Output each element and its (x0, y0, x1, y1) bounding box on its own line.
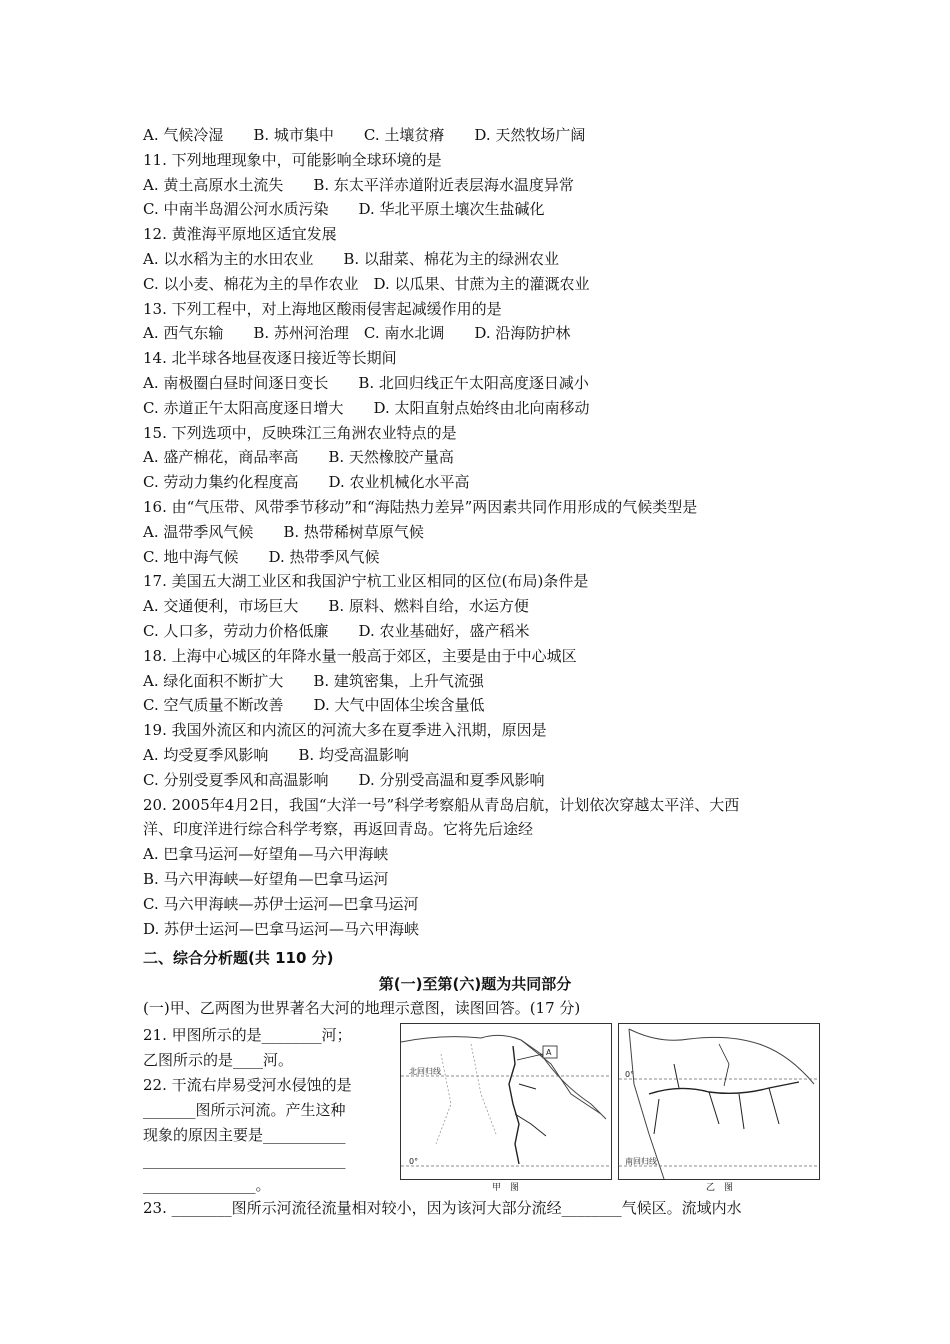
question-line: 15. 下列选项中，反映珠江三角洲农业特点的是 (143, 423, 457, 442)
question-line: A. 绿化面积不断扩大 B. 建筑密集，上升气流强 (143, 671, 484, 690)
question-line: A. 交通便利，市场巨大 B. 原料、燃料自给，水运方便 (143, 597, 529, 616)
question-23: 23. ________图所示河流径流量相对较小，因为该河大部分流经________气候区。流域内水 (143, 1199, 742, 1217)
question-line: A. 西气东输 B. 苏州河治理 C. 南水北调 D. 沿海防护林 (143, 324, 571, 343)
question-line: 洋、印度洋进行综合科学考察，再返回青岛。它将先后途经 (143, 820, 534, 839)
question-line: 13. 下列工程中，对上海地区酸雨侵害起减缓作用的是 (143, 299, 502, 318)
section-title: 二、综合分析题(共 110 分) (143, 949, 334, 967)
question-21-line-2: 乙图所示的是____河。 (143, 1051, 294, 1069)
question-line: B. 马六甲海峡—好望角—巴拿马运河 (143, 870, 389, 888)
map-jia-equator-label: 0° (409, 1157, 419, 1166)
question-line: 16. 由“气压带、风带季节移动”和“海陆热力差异”两因素共同作用形成的气候类型是 (143, 498, 698, 516)
question-22-line-5: _______________。 (143, 1176, 271, 1194)
map-jia-tropic-label: 北回归线 (409, 1067, 441, 1076)
map-jia (400, 1023, 612, 1180)
question-line: 20. 2005年4月2日，我国“大洋一号”科学考察船从青岛启航，计划依次穿越太平洋、大西 (143, 795, 740, 814)
question-line: A. 均受夏季风影响 B. 均受高温影响 (143, 746, 409, 764)
question-line: A. 温带季风气候 B. 热带稀树草原气候 (143, 522, 424, 541)
question-line: A. 以水稻为主的水田农业 B. 以甜菜、棉花为主的绿洲农业 (143, 250, 559, 268)
question-line: C. 中南半岛湄公河水质污染 D. 华北平原土壤次生盐碱化 (143, 200, 545, 219)
question-line: C. 马六甲海峡—苏伊士运河—巴拿马运河 (143, 894, 419, 913)
question-line: C. 以小麦、棉花为主的旱作农业 D. 以瓜果、甘蔗为主的灌溉农业 (143, 274, 590, 293)
map-jia-drawing (401, 1024, 611, 1179)
question-line: C. 地中海气候 D. 热带季风气候 (143, 547, 380, 566)
map-yi-equator-label: 0° (625, 1070, 635, 1079)
question-line: A. 南极圈白昼时间逐日变长 B. 北回归线正午太阳高度逐日减小 (143, 374, 589, 392)
question-21-line-1: 21. 甲图所示的是________河； (143, 1026, 352, 1044)
question-line: A. 盛产棉花，商品率高 B. 天然橡胶产量高 (143, 448, 454, 467)
question-line: A. 黄土高原水土流失 B. 东太平洋赤道附近表层海水温度异常 (143, 175, 574, 194)
question-line: 12. 黄淮海平原地区适宜发展 (143, 225, 337, 244)
map-yi-caption: 乙 图 (706, 1183, 734, 1193)
question-line: C. 分别受夏季风和高温影响 D. 分别受高温和夏季风影响 (143, 770, 545, 789)
map-jia-caption: 甲 图 (492, 1183, 520, 1193)
question-line: A. 巴拿马运河—好望角—马六甲海峡 (143, 845, 389, 864)
question-22-line-4: ___________________________ (143, 1151, 346, 1169)
common-part-title: 第(一)至第(六)题为共同部分 (378, 975, 572, 993)
intro-text: (一)甲、乙两图为世界著名大河的地理示意图，读图回答。(17 分) (143, 999, 581, 1017)
map-yi-tropic-label: 南回归线 (625, 1157, 657, 1166)
map-yi (618, 1023, 820, 1180)
question-22-line-2: _______图所示河流。产生这种 (143, 1101, 346, 1119)
map-yi-drawing (619, 1024, 819, 1179)
question-line: 19. 我国外流区和内流区的河流大多在夏季进入汛期，原因是 (143, 721, 547, 740)
question-line: D. 苏伊士运河—巴拿马运河—马六甲海峡 (143, 919, 420, 938)
question-line: 11. 下列地理现象中，可能影响全球环境的是 (143, 150, 442, 169)
question-line: C. 劳动力集约化程度高 D. 农业机械化水平高 (143, 473, 470, 492)
question-line: 17. 美国五大湖工业区和我国沪宁杭工业区相同的区位(布局)条件是 (143, 572, 589, 591)
question-line: C. 空气质量不断改善 D. 大气中固体尘埃含量低 (143, 696, 485, 715)
question-line: 18. 上海中心城区的年降水量一般高于郊区，主要是由于中心城区 (143, 646, 577, 665)
question-22-line-1: 22. 干流右岸易受河水侵蚀的是 (143, 1076, 352, 1094)
map-jia-marker-a: A (546, 1048, 552, 1057)
question-line: A. 气候冷湿 B. 城市集中 C. 土壤贫瘠 D. 天然牧场广阔 (143, 126, 586, 144)
question-line: C. 赤道正午太阳高度逐日增大 D. 太阳直射点始终由北向南移动 (143, 398, 590, 417)
question-line: C. 人口多，劳动力价格低廉 D. 农业基础好，盛产稻米 (143, 622, 530, 640)
question-line: 14. 北半球各地昼夜逐日接近等长期间 (143, 349, 397, 368)
question-22-line-3: 现象的原因主要是___________ (143, 1126, 346, 1144)
